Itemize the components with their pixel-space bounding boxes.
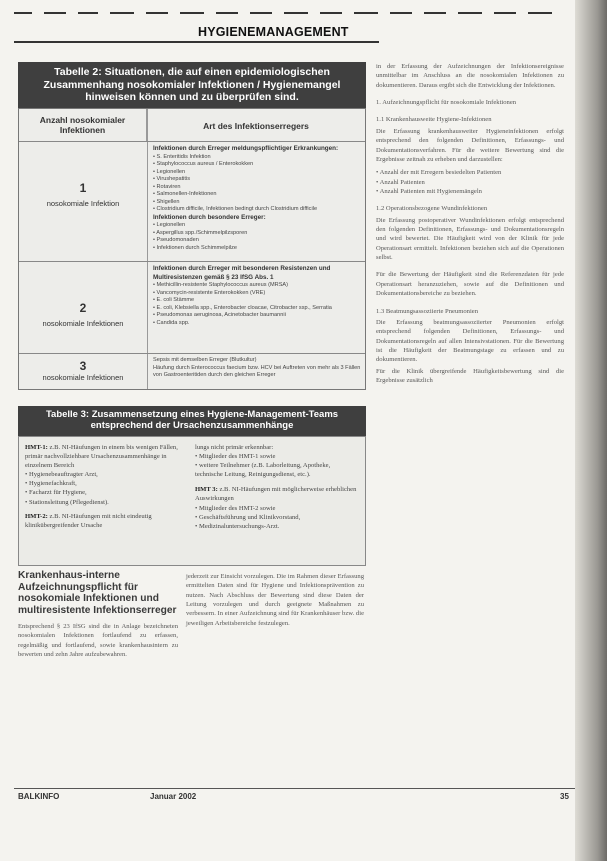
table2-hline-2 <box>19 261 365 262</box>
right-paragraph-1: in der Erfassung der Aufzeichnungen der Infektionsereignisse unmittelbar im Anschluss an die nosokomialen Infektionen zu dokumentieren. Daraus ergibt sich die Entwicklung der Infektionen. <box>376 63 564 89</box>
table2 <box>18 108 366 390</box>
right-paragraph-5: Die Erfassung beatmungsassoziierter Pneumonien erfolgt entsprechend folgenden Definitionen, Erfassungs- und Dokumentationsregeln auf allen Intensivstationen. Für die Bewertung ist die Häufigkeit der Beatmungstage zu erfassen und zu dokumentieren. <box>376 318 564 364</box>
footer-publication: BALKINFO <box>18 792 60 801</box>
table3-title: Tabelle 3: Zusammensetzung eines Hygiene-Management-Teams entsprechend der Ursachenzusammenhänge <box>18 406 366 436</box>
right-paragraph-6: Für die Klinik übergreifende Häufigkeitsbewertung sind die Ergebnisse zusätzlich <box>376 367 564 385</box>
right-heading-4: 1.3 Beatmungsassoziierte Pneumonien <box>376 307 479 315</box>
table2-vline <box>147 109 148 389</box>
table3 <box>18 436 366 566</box>
table2-title: Tabelle 2: Situationen, die auf einen epidemiologischen Zusammenhang nosokomialer Infektionen / Hygienemangel hinweisen können und zu überprüfen sind. <box>18 62 366 108</box>
top-dashed-rule <box>14 6 574 20</box>
right-heading-3: 1.2 Operationsbezogene Wundinfektionen <box>376 205 488 213</box>
header-rule <box>14 41 379 43</box>
right-list-item: • Anzahl Patienten <box>376 178 564 187</box>
table3-col-right: lungs nicht primär erkennbar: • Mitglieder des HMT-1 sowie • weitere Teilnehmer (z.B. Laborleitung, Apotheke, technische Leitung, Reinigungsdienst, etc.). HMT 3: z.B. NI-Häufungen mit möglicherweise erheblichen Auswirkungen • Mitglieder des HMT-2 sowie • Geschäftsführung und Klinikvorstand, • Medizinaluntersuchungs-Arzt. <box>195 443 359 531</box>
right-paragraph-2: Die Erfassung krankenhausweiter Hygieneinfektionen erfolgt entsprechend den folgenden Definitionen, Erfassungs- und Dokumentationsverfahren. Für die weitere Bewertung sind die Ergebnisse zeitnah zu erheben und darzustellen: <box>376 127 564 163</box>
right-paragraph-3: Die Erfassung postoperativer Wundinfektionen erfolgt entsprechend den folgenden Definitionen, Erfassungs- und Dokumentationsregeln und wird bewertet. Die Häufigkeit wird von der Klinik für jede Operationsart ermittelt. Infektionen beziehen sich auf die Operationen selbst. <box>376 216 564 262</box>
page-header-title: HYGIENEMANAGEMENT <box>198 25 349 39</box>
right-paragraph-4: Für die Bewertung der Häufigkeit sind die Referenzdaten für jede Operationsart heranzuziehen, sowie auf die Definitionen und Dokumentationsbereiche zu beziehen. <box>376 271 564 298</box>
table2-col-count: Anzahl nosokomialer Infektionen <box>19 109 147 141</box>
section-heading: Krankenhaus-interne Aufzeichnungspflicht für nosokomiale Infektionen und multiresistente Infektionserreger <box>18 570 177 617</box>
table2-row3-label: 3 nosokomiale Infektionen <box>42 359 124 382</box>
scan-shadow-edge <box>575 0 607 861</box>
right-heading-2: 1.1 Krankenhausweite Hygiene-Infektionen <box>376 116 492 124</box>
footer-date: Januar 2002 <box>150 792 197 801</box>
section-text-col2: jederzeit zur Einsicht vorzulegen. Die im Rahmen dieser Erfassung ermittelten Daten sind für Hygiene und Infektionsprävention zu nutzen. Nach Abschluss der Bewertung sind diese Daten der Leitung vorzulegen und durch geeignete Maßnahmen zu verbessern. In einer Aufzeichnung sind für Krankenhäuser bzw. die jeweiligen Arbeitsbereiche festzulegen. <box>186 573 364 627</box>
table2-col-pathogen: Art des Infektionserregers <box>203 121 309 131</box>
table2-row3-cell: Sepsis mit demselben Erreger (Blutkultur) Häufung durch Enterococcus faecium bzw. HCV bei Auftreten von mehr als 3 Fällen von Gastroenteritiden durch den gleichen Erreger <box>153 357 361 379</box>
table3-col-left: HMT-1: z.B. NI-Häufungen in einem bis wenigen Fällen, primär nachvollziehbare Ursachenzusammenhänge in einzelnem Bereich • Hygienebeauftragter Arzt, • Hygienefachkraft, • Facharzt für Hygiene, • Stationsleitung (Pflegedienst). HMT-2: z.B. NI-Häufungen mit nicht eindeutig klinikübergreifender Ursache <box>25 443 185 530</box>
right-list-item: • Anzahl Patienten mit Hygienemängeln <box>376 187 564 196</box>
footer-rule <box>14 788 594 789</box>
table2-row1-cell: Infektionen durch Erreger meldungspflichtiger Erkrankungen: • S. Enteritidis Infektion • Staphylococcus aureus / Enterokokken • Legionellen • Virushepatitis • Rotaviren • Salmonellen-Infektionen • Shigellen • Clostridium difficile, Infektionen bedingt durch Clostridium difficile Infektionen durch besondere Erreger: • Legionellen • Aspergillus spp./Schimmelpilzsporen • Pseudomonaden • Infektionen durch Schimmelpilze <box>153 145 361 253</box>
table2-row2-cell: Infektionen durch Erreger mit besonderen Resistenzen und Multiresistenzen gemäß § 23 IfSG Abs. 1 • Methicillin-resistente Staphylococcus aureus (MRSA) • Vancomycin-resistente Enterokokken (VRE) • E. coli Stämme • E. coli, Klebsiella spp., Enterobacter cloacae, Citrobacter ssp., Serratia • Pseudomonas aeruginosa, Acinetobacter baumannii • Candida spp. <box>153 265 361 327</box>
right-heading-1: 1. Aufzeichnungspflicht für nosokomiale Infektionen <box>376 99 517 107</box>
section-text-col1: Entsprechend § 23 IfSG sind die in Anlage bezeichneten nosokomialen Infektionen fortlaufend zu erfassen, regelmäßig und fortlaufend, sowie krankenhausintern zu bewerten und zehn Jahre aufzubewahren. <box>18 623 178 659</box>
table2-row1-label: 1 nosokomiale Infektion <box>46 181 120 208</box>
table2-hline-1 <box>19 141 365 142</box>
right-list-item: • Anzahl der mit Erregern besiedelten Patienten <box>376 168 564 177</box>
footer-page-number: 35 <box>560 792 569 801</box>
table2-row2-label: 2 nosokomiale Infektionen <box>42 301 124 328</box>
table2-hline-3 <box>19 353 365 354</box>
right-column <box>376 62 564 393</box>
